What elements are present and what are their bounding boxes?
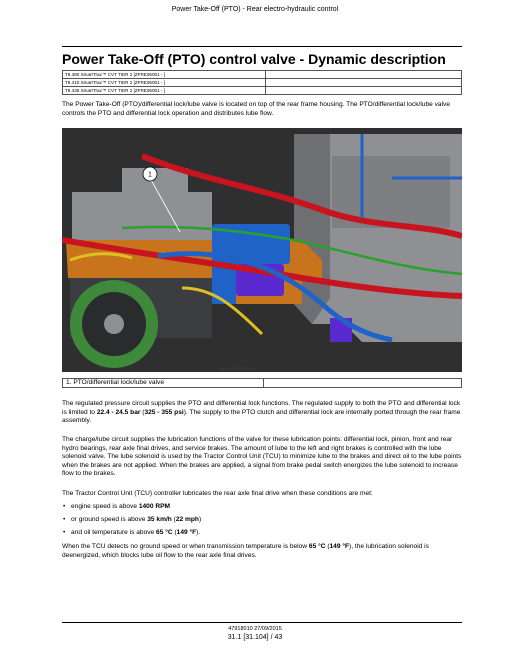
running-header: Power Take-Off (PTO) - Rear electro-hydraulic control [171,6,339,13]
valve-body-left [72,192,212,244]
regulated-paragraph: The regulated pressure circuit supplies the PTO and differential lock functions. The regulated supply to both the PTO and differential lock is limited to 22.4 - 24.5 bar (325 - 355 psi). The supply to the PTO clutch and differential lock are internally ported through the rear frame assembly. [62,400,461,425]
final-paragraph: When the TCU detects no ground speed or when transmission temperature is below 65 °C (149 °F), the lubrication solenoid is deenergized, which blocks lube oil flow to the rear axle final drives. [62,543,429,559]
pump-hub [104,314,124,334]
charge-paragraph: The charge/lube circuit supplies the lubrication functions of the valve for these lubrication points: differential lock, pinion, front and rear hydro bearings, rear axle final drives, and service brakes. The amount of lube to the left and right brakes is controlled with the lube solenoid valve. The lube solenoid is used by the Tractor Control Unit (TCU) to minimize lube to the brakes and direct oil to the lube points when the brakes are not applied. When the brakes are applied, a signal from brake pedal switch energizes the lube solenoid to increase flow to the brakes. [62,436,462,478]
model-table [62,70,462,95]
callout-number: 1 [148,171,152,179]
footer-page-number: 31.1 [31.104] / 43 [227,634,283,641]
model-cell: T8.380 SmartTrax™ CVT TIER 2 [ZFRE05001 - ] [63,71,266,79]
figure-reference: RAIL14TR00612EA 1 [220,367,255,371]
table-row [63,87,462,95]
footer-doc-number: 47918010 27/09/2015 [228,626,282,632]
model-cell: T8.410 SmartTrax™ CVT TIER 2 [ZFRE05001 - ] [63,79,266,87]
intro-paragraph: The Power Take-Off (PTO)/differential lock/lube valve is located on top of the rear frame housing. The PTO/differential lock/lube valve controls the PTO and differential lock operation and distributes lube flow. [62,101,451,117]
valve-block [212,264,236,304]
list-item: • and oil temperature is above 65 °C (149 °F). [62,529,462,542]
list-item: • or ground speed is above 35 km/h (22 mph) [62,516,462,529]
list-item: • engine speed is above 1400 RPM [62,503,462,516]
legend-item: 1. PTO/differential lock/lube valve [63,379,264,388]
condition-list [62,503,462,542]
empty-cell [264,379,462,388]
page-title: Power Take-Off (PTO) control valve - Dynamic description [62,51,446,67]
empty-cell [266,79,462,87]
model-cell: T8.435 SmartTrax™ CVT TIER 2 [ZFRE05001 - ] [63,87,266,95]
header-rule [62,46,462,47]
table-row [63,379,462,388]
table-row [63,71,462,79]
legend-table [62,378,462,388]
empty-cell [266,87,462,95]
table-row [63,79,462,87]
valve-illustration [62,128,462,372]
tcu-paragraph: The Tractor Control Unit (TCU) controller lubricates the rear axle final drive when these conditions are met: [62,490,373,497]
empty-cell [266,71,462,79]
footer-rule [62,622,462,623]
